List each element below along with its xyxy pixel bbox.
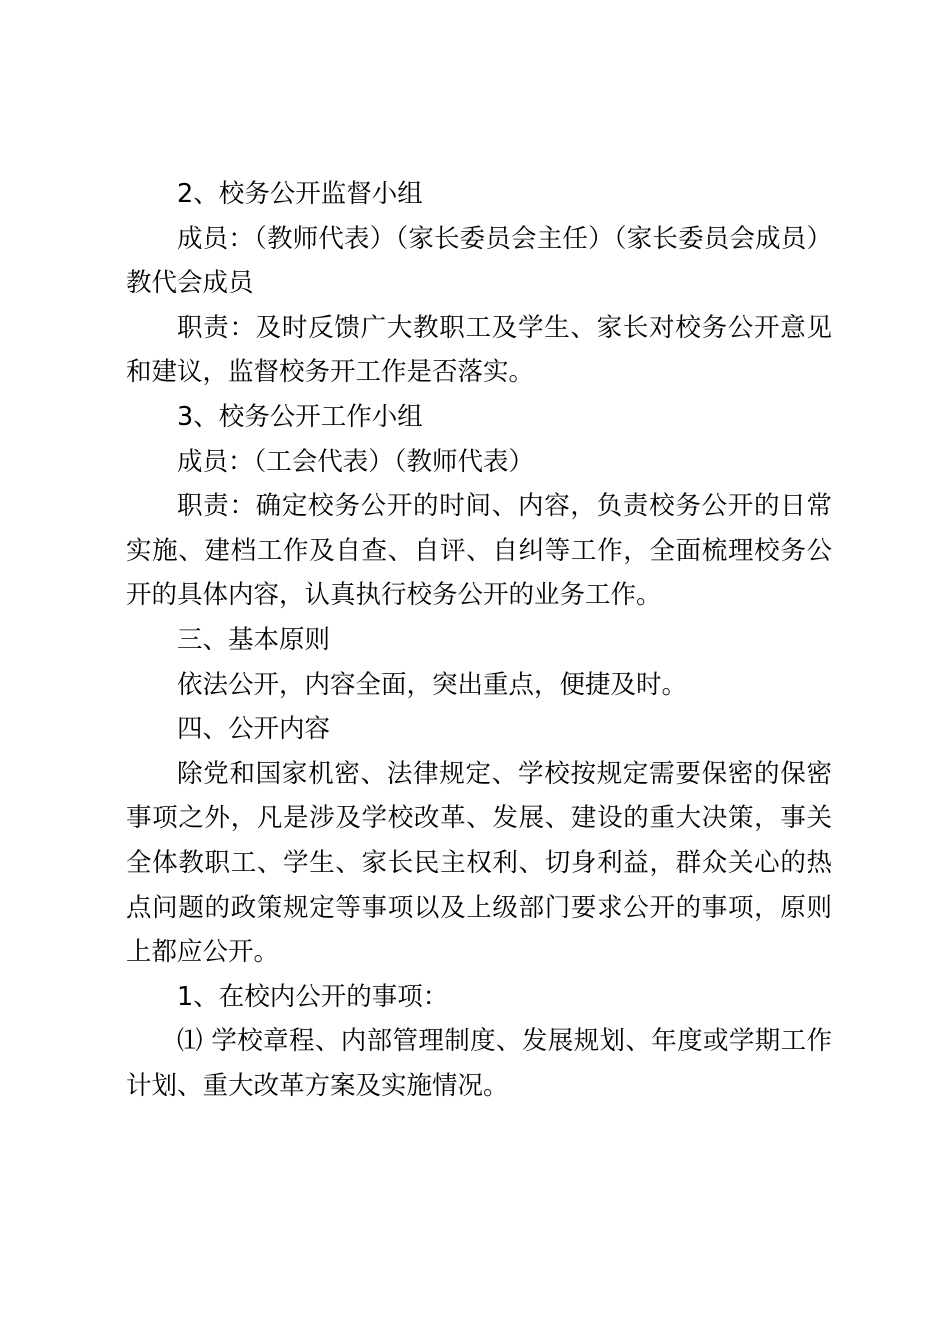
list-item-internal-matter-1: ⑴ 学校章程、内部管理制度、发展规划、年度或学期工作计划、重大改革方案及实施情况。 [126,1026,832,1101]
heading-working-group: 3、校务公开工作小组 [177,401,423,432]
heading-supervision-group: 2、校务公开监督小组 [177,179,423,209]
paragraph-principles: 依法公开，内容全面，突出重点，便捷及时。 [177,669,688,700]
paragraph-supervision-duties: 职责：及时反馈广大教职工及学生、家长对校务公开意见和建议，监督校务开工作是否落实。 [126,312,832,388]
heading-internal-matters: 1、在校内公开的事项： [177,981,449,1012]
heading-disclosure-content: 四、公开内容 [177,714,331,745]
paragraph-disclosure-scope: 除党和国家机密、法律规定、学校按规定需要保密的保密事项之外，凡是涉及学校改革、发展、建设的重大决策，事关全体教职工、学生、家长民主权利、切身利益，群众关心的热点问题的政策规定等事项以及上级部门要求公开的事项，原则上都应公开。 [126,758,832,968]
paragraph-supervision-members: 成员：（教师代表）（家长委员会主任）（家长委员会成员）教代会成员 [126,223,832,299]
paragraph-working-members: 成员：（工会代表）（教师代表） [177,446,535,477]
paragraph-working-duties: 职责：确定校务公开的时间、内容，负责校务公开的日常实施、建档工作及自查、自评、自纠等工作，全面梳理校务公开的具体内容，认真执行校务公开的业务工作。 [126,491,832,611]
document-body [126,172,832,1108]
heading-basic-principles: 三、基本原则 [177,624,331,655]
